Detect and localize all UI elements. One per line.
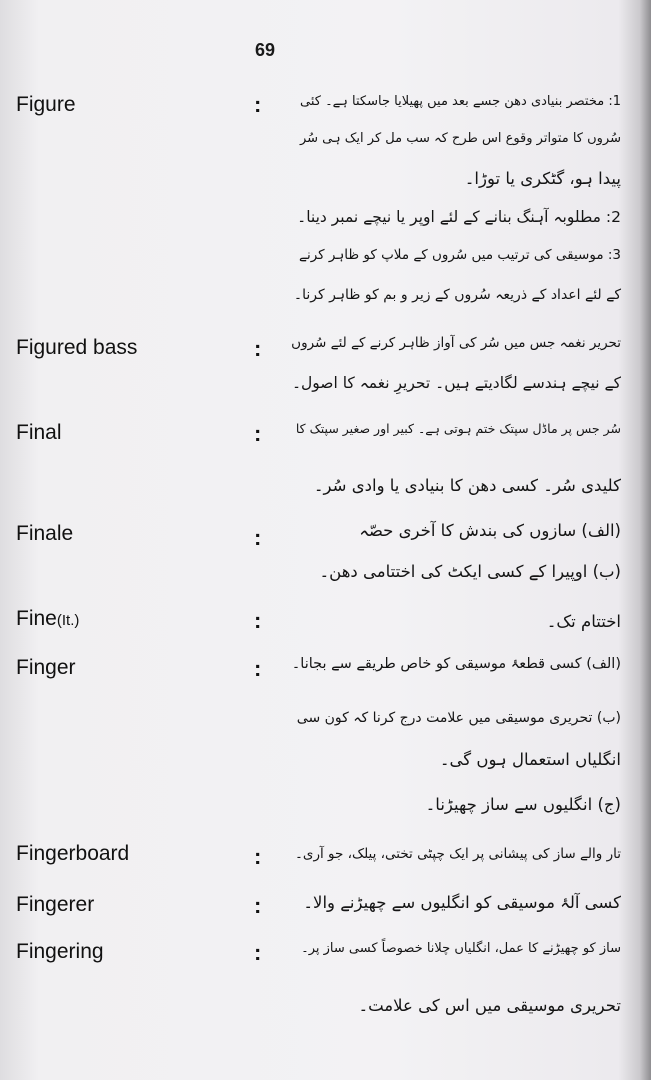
term-colon: : (254, 940, 262, 965)
definition-line: کسی آلۂ موسیقی کو انگلیوں سے چھیڑنے والا۔ (303, 893, 621, 912)
definition-line: سُروں کا متواتر وقوع اس طرح کہ سب مل کر ایک ہی سُر (299, 131, 621, 146)
term-final: Final (16, 421, 62, 444)
definition-line: 1: مختصر بنیادی دھن جسے بعد میں پھیلایا جاسکتا ہے۔ کئی (299, 94, 621, 109)
definition-line: تار والے ساز کی پیشانی پر ایک چپٹی تختی، پیلک، جو آری۔ (294, 846, 621, 862)
definition-line: انگلیاں استعمال ہوں گی۔ (439, 750, 621, 769)
page-number: 69 (254, 40, 276, 60)
term-fingerer: Fingerer (16, 893, 95, 916)
term-fine-suffix: (It.) (56, 612, 80, 629)
definition-line: کے لئے اعداد کے ذریعہ سُروں کے زیر و بم کو ظاہر کرنا۔ (293, 287, 621, 303)
definition-line: 2: مطلوبہ آہنگ بنانے کے لئے اوپر یا نیچے نمبر دینا۔ (297, 208, 621, 226)
term-colon: : (254, 525, 262, 550)
definition-line: کلیدی سُر۔ کسی دھن کا بنیادی یا وادی سُر۔ (313, 476, 621, 495)
term-colon: : (254, 336, 262, 361)
term-colon: : (254, 608, 262, 633)
term-finale: Finale (16, 522, 74, 545)
definition-line: (الف) کسی قطعۂ موسیقی کو خاص طریقے سے بجانا۔ (291, 656, 621, 672)
term-figure: Figure (16, 93, 76, 116)
term-fine (16, 607, 79, 631)
definition-line: تحریر نغمہ جس میں سُر کی آواز ظاہر کرنے کے لئے سُروں (291, 335, 621, 351)
definition-line: (ب) تحریری موسیقی میں علامت درج کرنا کہ کون سی (296, 710, 621, 726)
definition-line: (ب) اوپیرا کے کسی ایکٹ کی اختتامی دھن۔ (319, 562, 621, 581)
term-colon: : (254, 92, 262, 117)
term-finger: Finger (16, 656, 76, 679)
term-colon: : (254, 656, 262, 681)
definition-line: تحریری موسیقی میں اس کی علامت۔ (358, 996, 621, 1015)
definition-line: (الف) سازوں کی بندش کا آخری حصّہ (359, 521, 621, 540)
definition-line: (ج) انگلیوں سے ساز چھیڑنا۔ (425, 795, 621, 814)
definition-line: کے نیچے ہندسے لگادیتے ہیں۔ تحریرِ نغمہ کا اصول۔ (291, 374, 621, 392)
term-fingering: Fingering (16, 940, 104, 963)
term-colon: : (254, 893, 262, 918)
definition-line: 3: موسیقی کی ترتیب میں سُروں کے ملاپ کو ظاہر کرنے (299, 247, 621, 263)
definition-line: ساز کو چھیڑنے کا عمل، انگلیاں چلانا خصوصاً کسی ساز پر۔ (301, 941, 621, 956)
definition-line: پیدا ہو، گٹکری یا توڑا۔ (464, 169, 621, 188)
term-fingerboard: Fingerboard (16, 842, 130, 865)
term-colon: : (254, 421, 262, 446)
term-colon: : (254, 844, 262, 869)
page-gutter (639, 0, 651, 1080)
definition-line: سُر جس پر ماڈل سپتک ختم ہوتی ہے۔ کبیر اور صغیر سپتک کا (295, 421, 621, 436)
term-figured-bass: Figured bass (16, 336, 138, 359)
definition-line: اختتام تک۔ (546, 612, 621, 631)
term-fine-word: Fine (16, 607, 57, 630)
